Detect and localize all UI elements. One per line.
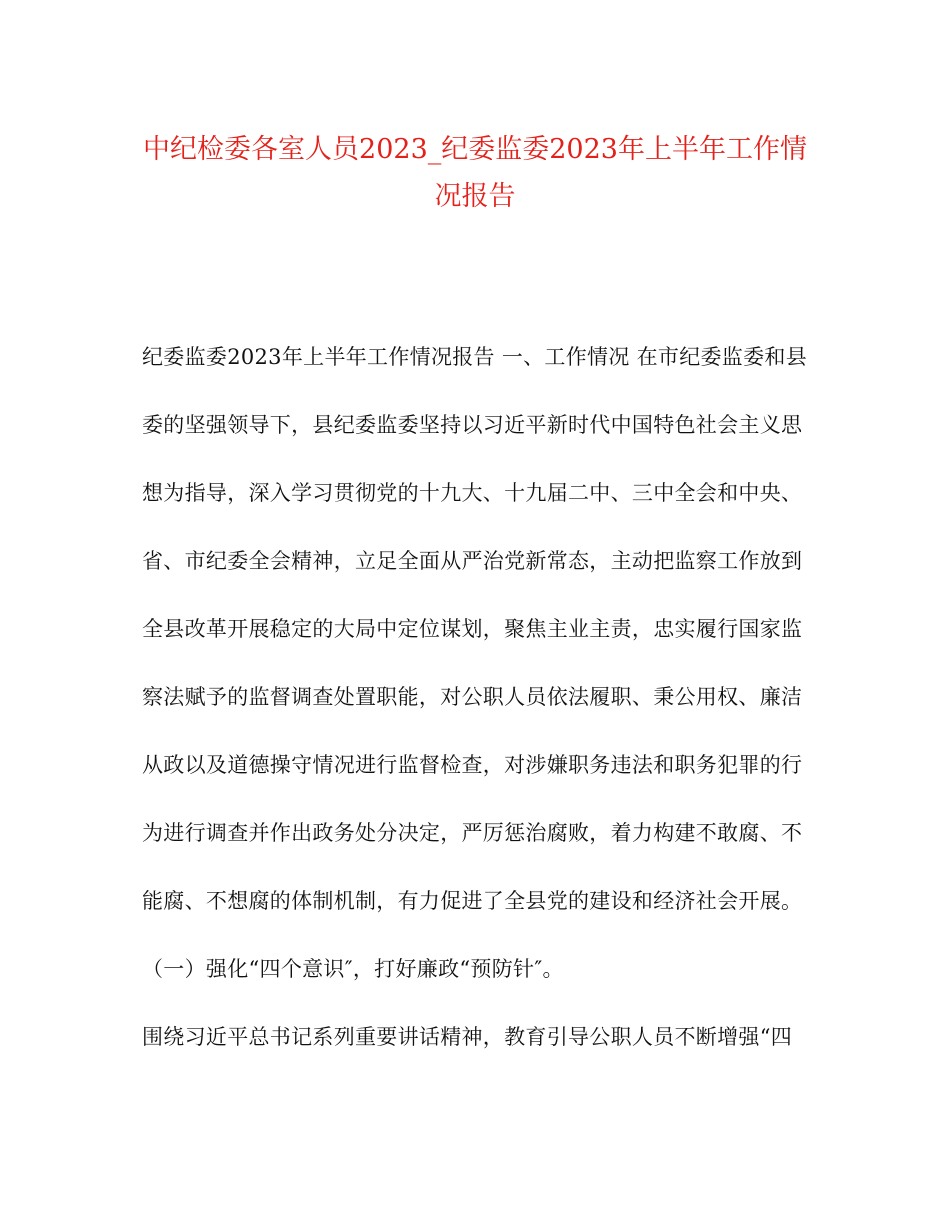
section-heading: （一）强化“四个意识″，打好廉政“预防针″。 — [142, 957, 564, 981]
document-title-line-2: 况报告 — [434, 181, 516, 212]
paragraph-line: 从政以及道德操守情况进行监督检查，对涉嫌职务违法和职务犯罪的行 — [142, 753, 803, 777]
paragraph-line: 想为指导，深入学习贯彻党的十九大、十九届二中、三中全会和中央、 — [142, 481, 803, 505]
paragraph-line: 纪委监委2023年上半年工作情况报告 一、工作情况 在市纪委监委和县 — [142, 345, 807, 369]
paragraph-line: 委的坚强领导下，县纪委监委坚持以习近平新时代中国特色社会主义思 — [142, 413, 803, 437]
paragraph-line: 省、市纪委全会精神，立足全面从严治党新常态，主动把监察工作放到 — [142, 549, 803, 573]
document-title-line-1: 中纪检委各室人员2023_纪委监委2023年上半年工作情 — [143, 134, 807, 165]
paragraph-line: 为进行调查并作出政务处分决定，严厉惩治腐败，着力构建不敢腐、不 — [142, 821, 803, 845]
paragraph-line: 能腐、不想腐的体制机制，有力促进了全县党的建设和经济社会开展。 — [142, 889, 803, 913]
paragraph-line: 围绕习近平总书记系列重要讲话精神，教育引导公职人员不断增强“四 — [142, 1025, 793, 1049]
paragraph-line: 察法赋予的监督调查处置职能，对公职人员依法履职、秉公用权、廉洁 — [142, 685, 803, 709]
paragraph-line: 全县改革开展稳定的大局中定位谋划，聚焦主业主责，忠实履行国家监 — [142, 617, 803, 641]
